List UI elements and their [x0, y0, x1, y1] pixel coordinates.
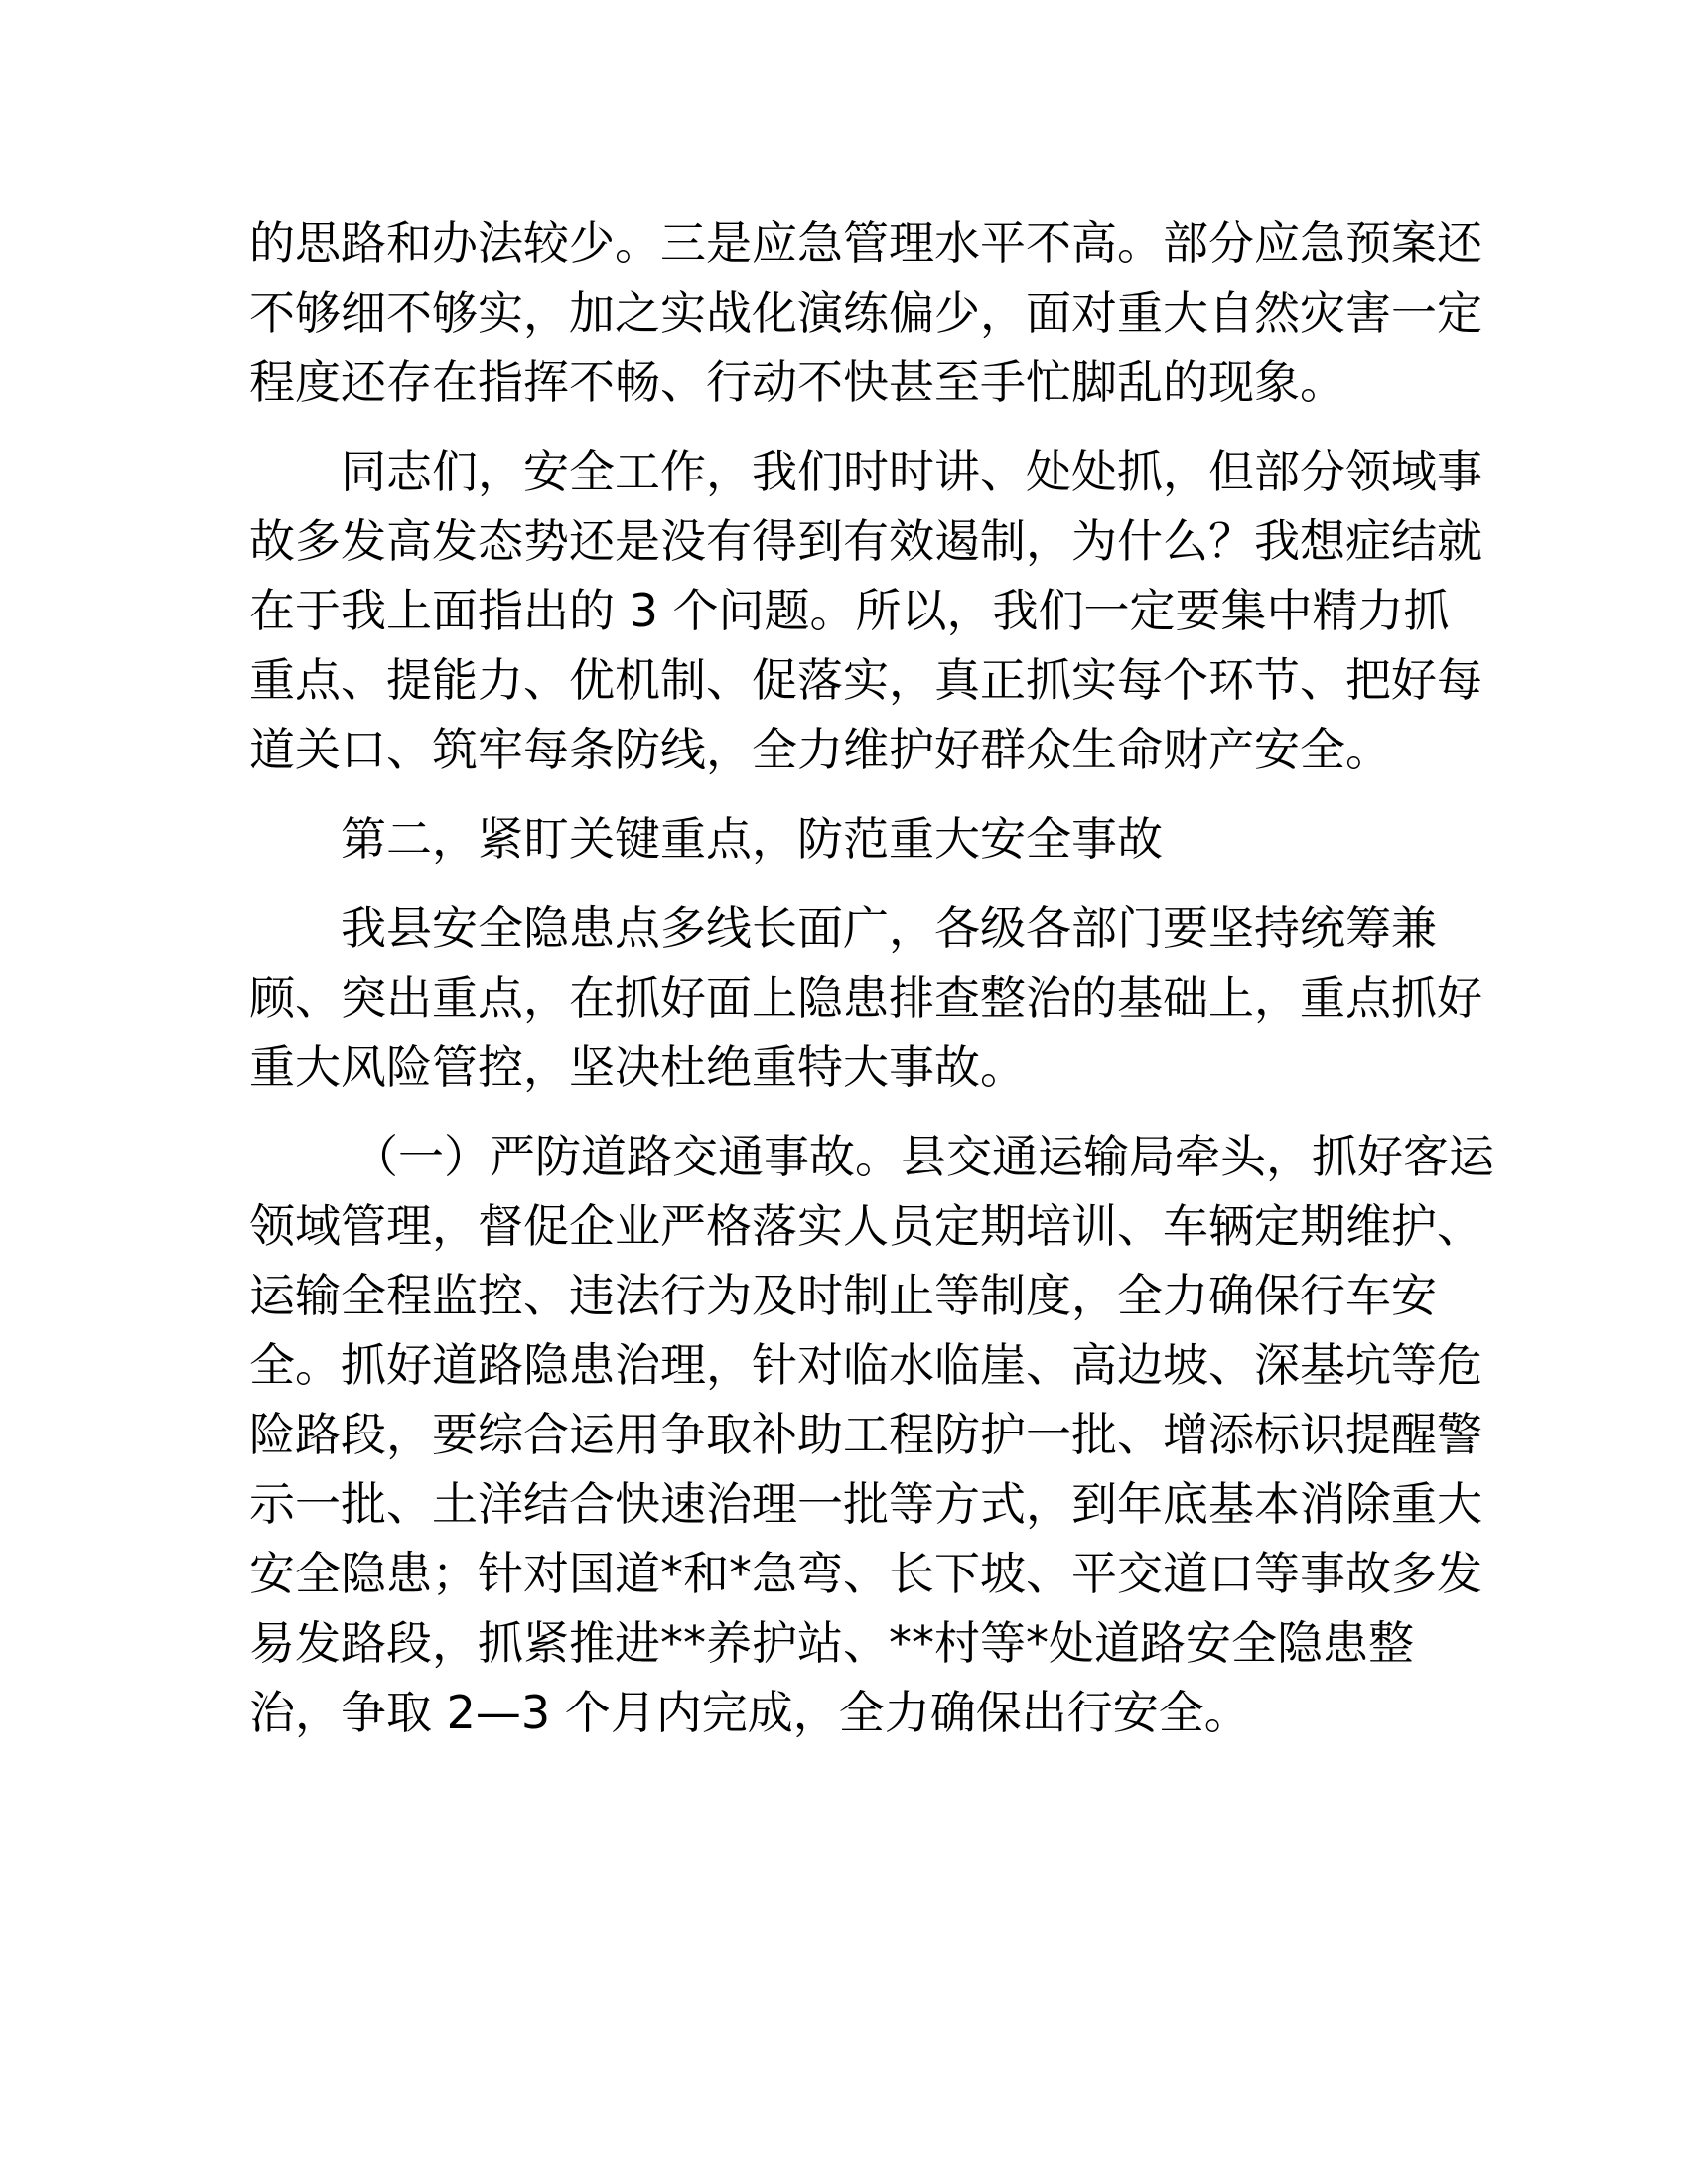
paragraph-3 — [249, 893, 1482, 1102]
text-line: 道关口、筑牢每条防线，全力维护好群众生命财产安全。 — [249, 723, 1391, 776]
text-line: 运输全程监控、违法行为及时制止等制度，全力确保行车安 — [249, 1269, 1437, 1322]
text-line: 领域管理，督促企业严格落实人员定期培训、车辆定期维护、 — [249, 1199, 1482, 1253]
text-line: 安全隐患；针对国道*和*急弯、长下坡、平交道口等事故多发 — [249, 1547, 1482, 1600]
paragraph-2 — [249, 437, 1482, 784]
text-line: 治，争取 2—3 个月内完成，全力确保出行安全。 — [249, 1686, 1250, 1739]
text-line: 程度还存在指挥不畅、行动不快甚至手忙脚乱的现象。 — [249, 355, 1345, 409]
text-line: 全。抓好道路隐患治理，针对临水临崖、高边坡、深基坑等危 — [249, 1338, 1482, 1392]
text-line: （一）严防道路交通事故。县交通运输局牵头，抓好客运 — [352, 1130, 1494, 1183]
text-line: 险路段，要综合运用争取补助工程防护一批、增添标识提醒警 — [249, 1408, 1482, 1461]
paragraph-1 — [249, 208, 1482, 417]
text-line: 易发路段，抓紧推进**养护站、**村等*处道路安全隐患整 — [249, 1616, 1414, 1670]
section-heading — [249, 804, 1441, 874]
document-body — [249, 208, 1494, 1747]
text-line: 顾、突出重点，在抓好面上隐患排查整治的基础上，重点抓好 — [249, 971, 1482, 1024]
text-line: 重大风险管控，坚决杜绝重特大事故。 — [249, 1040, 1026, 1094]
text-line: 的思路和办法较少。三是应急管理水平不高。部分应急预案还 — [249, 216, 1482, 270]
heading-text: 第二，紧盯关键重点，防范重大安全事故 — [341, 812, 1163, 866]
text-line: 故多发高发态势还是没有得到有效遏制，为什么？我想症结就 — [249, 514, 1482, 568]
text-line: 重点、提能力、优机制、促落实，真正抓实每个环节、把好每 — [249, 653, 1482, 707]
text-line: 在于我上面指出的 3 个问题。所以，我们一定要集中精力抓 — [249, 584, 1450, 637]
paragraph-4 — [249, 1122, 1494, 1747]
text-line: 我县安全隐患点多线长面广，各级各部门要坚持统筹兼 — [341, 901, 1437, 955]
text-line: 示一批、土洋结合快速治理一批等方式，到年底基本消除重大 — [249, 1477, 1482, 1531]
text-line: 不够细不够实，加之实战化演练偏少，面对重大自然灾害一定 — [249, 286, 1482, 340]
text-line: 同志们，安全工作，我们时时讲、处处抓，但部分领域事 — [341, 445, 1482, 498]
